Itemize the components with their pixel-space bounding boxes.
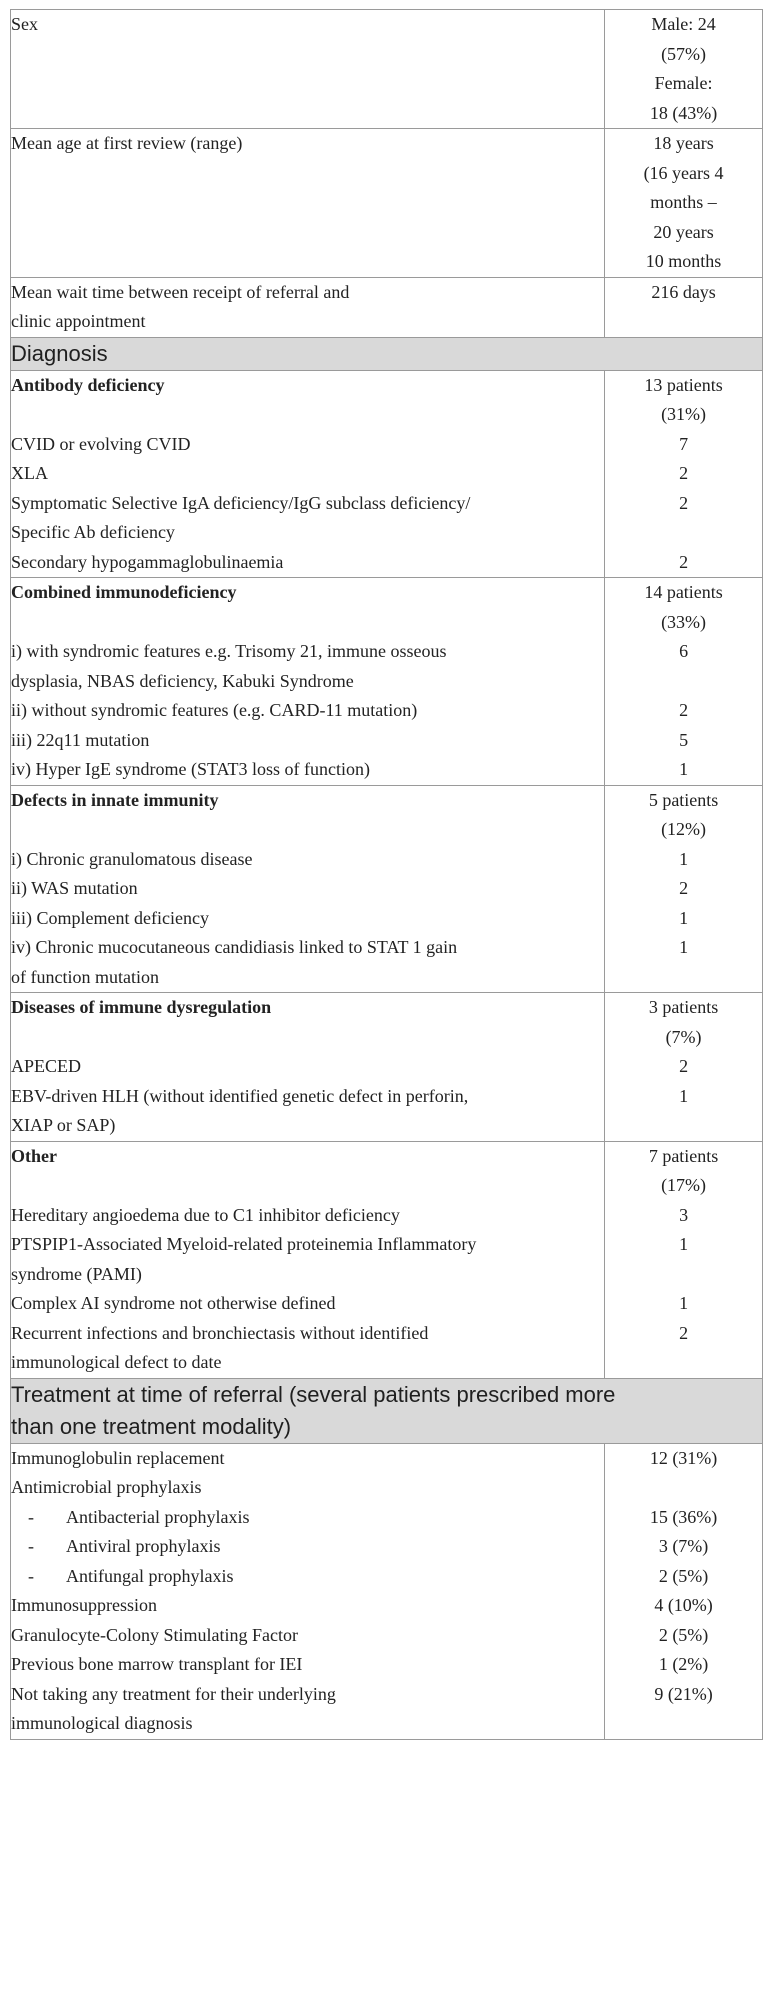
sex-value-line: Female:	[654, 73, 713, 93]
wait-value: 216 days	[651, 281, 716, 302]
group-value-cell	[605, 785, 763, 993]
age-value-line: 10 months	[645, 251, 722, 271]
group-label-cell	[11, 370, 605, 578]
item-count: 2	[679, 878, 689, 898]
group-item: i) Chronic granulomatous disease	[11, 848, 253, 869]
treatment-item: immunological diagnosis	[11, 1713, 193, 1733]
item-count: 1	[679, 759, 689, 779]
treatment-subitem	[11, 1562, 604, 1592]
item-count: 1	[679, 848, 689, 869]
group-total: 14 patients	[644, 582, 723, 602]
wait-label-line: clinic appointment	[11, 311, 146, 331]
treatment-subitem-label: Antifungal prophylaxis	[66, 1565, 234, 1586]
row-value-cell	[605, 129, 763, 278]
item-count: 1	[679, 1293, 689, 1313]
diagnosis-group-innate-immunity	[11, 785, 763, 993]
dash-bullet: -	[28, 1565, 34, 1586]
treatment-row	[11, 1443, 763, 1739]
treatment-item: Granulocyte-Colony Stimulating Factor	[11, 1624, 298, 1645]
group-value-cell	[605, 993, 763, 1142]
table-row	[11, 10, 763, 129]
row-value-cell	[605, 10, 763, 129]
spacer	[11, 400, 604, 430]
age-label: Mean age at first review (range)	[11, 133, 243, 153]
treatment-item: Immunosuppression	[11, 1595, 157, 1615]
spacer	[11, 1171, 604, 1201]
group-label-cell	[11, 993, 605, 1142]
treatment-title-line: Treatment at time of referral (several patients prescribed more	[11, 1381, 616, 1407]
spacer	[605, 1260, 762, 1290]
group-total: (17%)	[661, 1175, 707, 1195]
group-item: APECED	[11, 1056, 82, 1076]
item-count: 2	[679, 1322, 689, 1343]
item-count: 6	[679, 641, 689, 661]
diagnosis-group-immune-dysregulation	[11, 993, 763, 1142]
item-count: 2	[679, 492, 689, 513]
row-value-cell	[605, 277, 763, 337]
spacer	[11, 1023, 604, 1053]
treatment-value: 12 (31%)	[649, 1447, 718, 1468]
dash-bullet: -	[28, 1506, 34, 1527]
diagnosis-section-title: Diagnosis	[11, 337, 763, 370]
treatment-value: 15 (36%)	[649, 1506, 718, 1527]
treatment-item: Not taking any treatment for their underlying	[11, 1683, 336, 1704]
treatment-item: Previous bone marrow transplant for IEI	[11, 1654, 303, 1674]
item-count: 1	[679, 1085, 689, 1106]
item-count: 2	[679, 1056, 689, 1076]
group-total: 5 patients	[648, 789, 719, 810]
row-label-cell	[11, 10, 605, 129]
row-label-cell	[11, 277, 605, 337]
group-item: iv) Hyper IgE syndrome (STAT3 loss of function)	[11, 759, 370, 779]
group-total: 13 patients	[644, 374, 723, 395]
treatment-subitem-label: Antiviral prophylaxis	[66, 1536, 221, 1556]
group-item: dysplasia, NBAS deficiency, Kabuki Syndrome	[11, 670, 354, 691]
diagnosis-group-combined-immunodeficiency	[11, 578, 763, 786]
age-value-line: (16 years 4	[643, 162, 724, 183]
group-item: XIAP or SAP)	[11, 1115, 116, 1135]
patient-characteristics-table	[10, 9, 763, 1740]
section-header-row	[11, 1378, 763, 1443]
diagnosis-group-antibody-deficiency	[11, 370, 763, 578]
treatment-value: 9 (21%)	[654, 1683, 713, 1704]
group-item: CVID or evolving CVID	[11, 433, 191, 454]
group-item: iii) Complement deficiency	[11, 907, 209, 928]
item-count: 1	[679, 907, 689, 928]
item-count: 3	[679, 1204, 689, 1225]
group-item: iv) Chronic mucocutaneous candidiasis linked to STAT 1 gain	[11, 937, 458, 957]
treatment-title-line: than one treatment modality)	[11, 1413, 292, 1439]
spacer	[605, 518, 762, 548]
treatment-section-title	[11, 1378, 763, 1443]
group-total: (31%)	[661, 404, 707, 424]
group-item: Hereditary angioedema due to C1 inhibitor deficiency	[11, 1204, 400, 1225]
group-item: syndrome (PAMI)	[11, 1263, 142, 1284]
group-heading: Antibody deficiency	[11, 374, 165, 395]
group-heading: Defects in innate immunity	[11, 789, 219, 810]
item-count: 7	[679, 433, 689, 454]
item-count: 2	[679, 700, 689, 720]
item-count: 1	[679, 1234, 689, 1254]
group-label-cell	[11, 1141, 605, 1378]
group-heading: Combined immunodeficiency	[11, 582, 237, 602]
spacer	[605, 667, 762, 697]
item-count: 2	[679, 463, 689, 483]
treatment-value: 4 (10%)	[654, 1595, 713, 1615]
row-label-cell	[11, 129, 605, 278]
group-value-cell	[605, 578, 763, 786]
item-count: 1	[679, 937, 689, 957]
treatment-label-cell	[11, 1443, 605, 1739]
group-item: Symptomatic Selective IgA deficiency/IgG subclass deficiency/	[11, 492, 471, 513]
wait-label-line: Mean wait time between receipt of referral and	[11, 281, 350, 302]
group-item: PTSPIP1-Associated Myeloid-related proteinemia Inflammatory	[11, 1234, 477, 1254]
group-label-cell	[11, 578, 605, 786]
group-total: (7%)	[665, 1026, 702, 1047]
sex-value-line: 18 (43%)	[649, 102, 718, 123]
group-item: iii) 22q11 mutation	[11, 729, 150, 750]
age-value-line: months –	[650, 192, 717, 212]
sex-value-line: Male: 24	[651, 14, 716, 34]
diagnosis-group-other	[11, 1141, 763, 1378]
group-item: Specific Ab deficiency	[11, 522, 175, 542]
treatment-value-cell	[605, 1443, 763, 1739]
group-item: immunological defect to date	[11, 1352, 222, 1372]
group-item: Complex AI syndrome not otherwise defined	[11, 1293, 336, 1313]
group-label-cell	[11, 785, 605, 993]
group-item: of function mutation	[11, 966, 159, 987]
dash-bullet: -	[28, 1536, 34, 1556]
sex-value-line: (57%)	[661, 43, 707, 64]
group-item: EBV-driven HLH (without identified genetic defect in perforin,	[11, 1085, 469, 1106]
treatment-value: 1 (2%)	[658, 1654, 709, 1674]
spacer	[11, 608, 604, 638]
spacer	[11, 815, 604, 845]
treatment-item: Antimicrobial prophylaxis	[11, 1477, 202, 1497]
item-count: 5	[679, 729, 689, 750]
item-count: 2	[679, 551, 689, 572]
treatment-item: Immunoglobulin replacement	[11, 1447, 225, 1468]
group-value-cell	[605, 370, 763, 578]
group-heading: Diseases of immune dysregulation	[11, 997, 272, 1017]
group-item: XLA	[11, 463, 48, 483]
spacer	[605, 1473, 762, 1503]
group-item: ii) without syndromic features (e.g. CARD-11 mutation)	[11, 700, 418, 720]
table-row	[11, 277, 763, 337]
age-value-line: 20 years	[653, 221, 714, 242]
group-item: ii) WAS mutation	[11, 878, 138, 898]
treatment-subitem-label: Antibacterial prophylaxis	[66, 1506, 250, 1527]
treatment-value: 2 (5%)	[658, 1565, 709, 1586]
age-value-line: 18 years	[653, 133, 714, 153]
section-header-row	[11, 337, 763, 370]
sex-label: Sex	[11, 14, 38, 34]
group-value-cell	[605, 1141, 763, 1378]
group-total: 3 patients	[648, 997, 719, 1017]
treatment-value: 3 (7%)	[658, 1536, 709, 1556]
treatment-value: 2 (5%)	[658, 1624, 709, 1645]
treatment-subitem	[11, 1503, 604, 1533]
group-total: 7 patients	[648, 1145, 719, 1166]
group-total: (12%)	[661, 819, 707, 839]
group-heading: Other	[11, 1145, 57, 1166]
treatment-subitem	[11, 1532, 604, 1562]
group-item: Secondary hypogammaglobulinaemia	[11, 551, 284, 572]
table-row	[11, 129, 763, 278]
group-total: (33%)	[661, 611, 707, 632]
group-item: i) with syndromic features e.g. Trisomy 21, immune osseous	[11, 641, 447, 661]
group-item: Recurrent infections and bronchiectasis without identified	[11, 1322, 429, 1343]
